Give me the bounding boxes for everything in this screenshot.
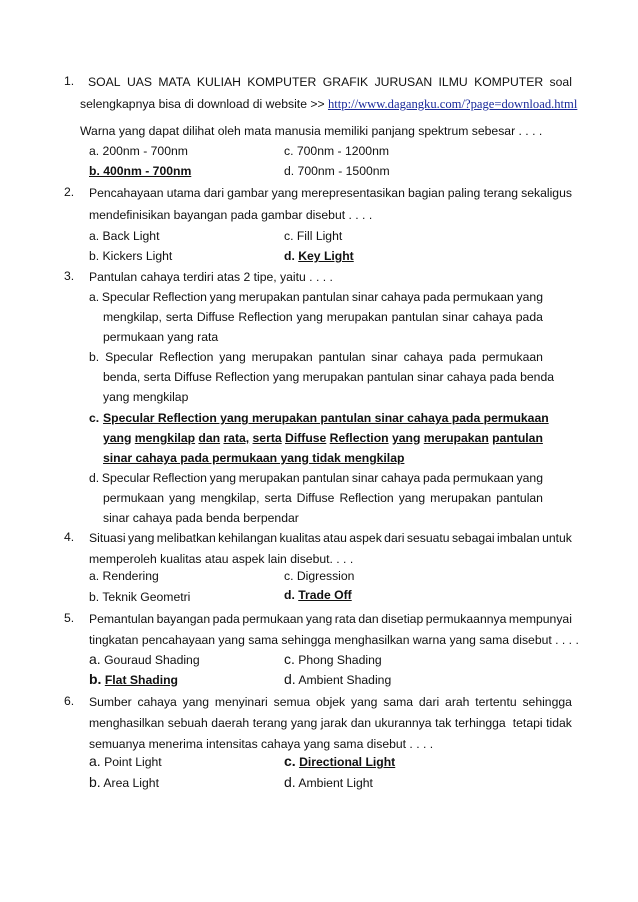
q3-option-d-line2 — [103, 490, 543, 506]
word: yang — [305, 612, 333, 626]
q4-option-a: a. Rendering — [89, 569, 159, 583]
q4-option-d-letter: d. — [284, 588, 299, 602]
word: pada — [515, 310, 543, 324]
word: Specular — [101, 290, 150, 304]
q6-option-d — [284, 774, 373, 791]
word: permukaannya — [425, 612, 507, 626]
word: yang — [209, 471, 237, 485]
q4-line1 — [89, 530, 572, 546]
word: merupakan — [251, 350, 313, 364]
q2-line1 — [89, 185, 572, 201]
q6-option-c-text: Directional Light — [299, 755, 396, 769]
word: cahaya — [472, 310, 512, 324]
word: pantulan — [496, 491, 543, 505]
q5-option-d — [284, 671, 391, 688]
q1-option-d: d. 700nm - 1500nm — [284, 164, 390, 178]
word: Specular — [101, 471, 150, 485]
q6-number: 6. — [64, 694, 75, 708]
word: cahaya — [403, 350, 443, 364]
word: mengkilap — [134, 431, 196, 445]
q3-option-d-line3: sinar cahaya pada benda berpendar — [103, 511, 299, 525]
word: pada — [423, 290, 451, 304]
q5-option-b-answer — [89, 671, 178, 688]
word: yang — [209, 290, 237, 304]
word: MATA — [158, 75, 191, 89]
word: Reflection — [152, 290, 207, 304]
q1-option-a: a. 200nm - 700nm — [89, 144, 188, 158]
q5-option-c — [284, 651, 382, 668]
q2-option-b: b. Kickers Light — [89, 249, 173, 263]
q2-option-d-letter: d. — [284, 249, 299, 263]
word: terhingga — [454, 716, 506, 730]
word: Pemantulan — [89, 612, 155, 626]
word: cahaya — [137, 695, 177, 709]
word: sekaligus — [521, 186, 572, 200]
word: dari — [384, 531, 405, 545]
word: a. — [89, 290, 100, 304]
word: Specular — [105, 350, 154, 364]
q3-option-b-line2: benda, serta Diffuse Reflection yang merupakan pantulan sinar cahaya pada benda — [103, 370, 555, 384]
q3-option-a-line1 — [89, 289, 543, 305]
q5-option-c-letter: c. — [284, 651, 295, 667]
word: serta — [165, 310, 193, 324]
q2-number: 2. — [64, 185, 75, 199]
word: pada — [212, 612, 240, 626]
word: dan — [198, 431, 221, 445]
word: permukaan — [481, 350, 543, 364]
word: merepresentasikan — [301, 186, 405, 200]
q6-option-a-text: Point Light — [100, 755, 162, 769]
q5-line2: tingkatan pencahayaan yang sama sehingga menghasilkan warna yang sama disebut . . . . — [89, 633, 579, 647]
q3-option-a-line2 — [103, 309, 543, 325]
word: yang — [271, 186, 299, 200]
word: bayangan — [156, 612, 211, 626]
word: serta — [252, 431, 282, 445]
q6-option-b — [89, 774, 159, 791]
q3-option-d-line1 — [89, 470, 543, 486]
q3-option-b-line3: yang mengkilap — [103, 390, 189, 404]
q5-option-b-text: Flat Shading — [104, 673, 178, 687]
q2-option-a: a. Back Light — [89, 229, 160, 243]
q6-option-d-text: Ambient Light — [295, 776, 373, 790]
word: SOAL — [88, 75, 121, 89]
q6-option-c-letter: c. — [284, 753, 296, 769]
word: mengkilap, — [200, 491, 260, 505]
word: sebagai — [451, 531, 495, 545]
download-link[interactable]: http://www.dagangku.com/?page=download.html — [327, 97, 578, 111]
q3-option-c-line3-answer: sinar cahaya pada permukaan yang tidak mengkilap — [103, 451, 405, 465]
word: Situasi — [89, 531, 126, 545]
q5-line1 — [89, 611, 572, 627]
word: semua — [273, 695, 311, 709]
word: dari — [418, 695, 440, 709]
word: sinar — [351, 471, 379, 485]
word: menghasilkan — [89, 716, 165, 730]
word: tak — [435, 716, 452, 730]
word: daerah — [211, 716, 250, 730]
word: tidak — [546, 716, 572, 730]
word: tetapi — [512, 716, 543, 730]
word: yang — [296, 310, 323, 324]
q1-option-b-answer: b. 400nm - 700nm — [89, 164, 192, 178]
word: d. — [89, 471, 100, 485]
q5-option-d-text: Ambient Shading — [295, 673, 392, 687]
q5-option-d-letter: d. — [284, 671, 296, 687]
word: Reflection — [152, 471, 207, 485]
word: Reflection — [159, 350, 214, 364]
word: merupakan — [423, 431, 489, 445]
q6-line2 — [89, 715, 572, 731]
word: b. — [89, 350, 100, 364]
q4-option-d-text: Trade Off — [298, 588, 352, 602]
word: pada — [423, 471, 451, 485]
q6-option-b-text: Area Light — [100, 776, 159, 790]
q1-number: 1. — [64, 74, 75, 88]
word: rata — [334, 612, 356, 626]
word: Reflection — [339, 491, 394, 505]
word: kehilangan — [218, 531, 278, 545]
word: rata, — [223, 431, 250, 445]
word: KULIAH — [196, 75, 241, 89]
q1-header — [88, 74, 572, 90]
q1-option-c: c. 700nm - 1200nm — [284, 144, 390, 158]
word: KOMPUTER — [247, 75, 317, 89]
q2-option-c: c. Fill Light — [284, 229, 343, 243]
q2-option-d-text: Key Light — [298, 249, 354, 263]
q1-line2 — [80, 96, 577, 112]
q3-option-c-line1-answer: Specular Reflection yang merupakan pantulan sinar cahaya pada permukaan — [103, 411, 549, 425]
word: sinar — [371, 350, 398, 364]
word: jarak — [320, 716, 348, 730]
q5-option-c-text: Phong Shading — [294, 653, 382, 667]
q2-option-d-answer — [284, 248, 354, 264]
word: mengkilap, — [103, 310, 162, 324]
word: ILMU — [438, 75, 468, 89]
word: Pencahayaan — [89, 186, 164, 200]
q3-option-a-line3: permukaan yang rata — [103, 330, 219, 344]
q5-option-a-text: Gouraud Shading — [100, 653, 200, 667]
word: mempunyai — [508, 612, 572, 626]
word: serta — [264, 491, 292, 505]
word: Reflection — [329, 431, 389, 445]
word: Diffuse — [296, 491, 335, 505]
word: yang — [127, 531, 155, 545]
q4-number: 4. — [64, 530, 75, 544]
word: yang — [516, 290, 543, 304]
word: arah — [445, 695, 470, 709]
word: imbalan — [497, 531, 540, 545]
word: yang — [391, 431, 421, 445]
word: dan — [350, 716, 372, 730]
word: terang — [252, 716, 288, 730]
word: merupakan — [326, 310, 388, 324]
word: pantulan — [318, 350, 366, 364]
word: untuk — [542, 531, 572, 545]
word: utama — [166, 186, 201, 200]
q5-option-a — [89, 651, 200, 668]
word: sesuatu — [406, 531, 450, 545]
word: JURUSAN — [374, 75, 433, 89]
word: dari — [203, 186, 225, 200]
word: merupakan — [430, 491, 492, 505]
q6-option-c-answer — [284, 753, 395, 770]
word: sebuah — [167, 716, 208, 730]
word: melibatkan — [156, 531, 216, 545]
q3-number: 3. — [64, 269, 75, 283]
word: menyinari — [214, 695, 268, 709]
q3-question: Pantulan cahaya terdiri atas 2 tipe, yaitu . . . . — [89, 270, 333, 284]
word: bagian — [408, 186, 445, 200]
q5-number: 5. — [64, 611, 75, 625]
word: aspek — [349, 531, 382, 545]
word: yang — [103, 431, 132, 445]
word: yang — [169, 491, 196, 505]
q6-option-a — [89, 753, 162, 770]
word: permukaan — [103, 491, 164, 505]
word: permukaan — [242, 612, 304, 626]
word: tertentu — [475, 695, 517, 709]
word: permukaan — [452, 290, 514, 304]
word: pantulan — [492, 431, 543, 445]
q6-option-d-letter: d. — [284, 774, 296, 790]
q3-option-b-line1 — [89, 349, 543, 365]
word: merupakan — [238, 471, 300, 485]
word: yang — [290, 716, 318, 730]
word: paling — [447, 186, 481, 200]
q6-option-b-letter: b. — [89, 774, 101, 790]
word: objek — [316, 695, 346, 709]
q5-option-b-letter: b. — [89, 671, 102, 687]
word: yang — [219, 350, 246, 364]
word: Diffuse — [285, 431, 327, 445]
word: GRAFIK — [322, 75, 369, 89]
word: pantulan — [302, 471, 350, 485]
q1-line2-text: selengkapnya bisa di download di website >> — [80, 97, 328, 111]
word: cahaya — [381, 290, 421, 304]
word: Reflection — [238, 310, 293, 324]
q5-option-a-letter: a. — [89, 651, 101, 667]
word: KOMPUTER — [474, 75, 544, 89]
q2-line2: mendefinisikan bayangan pada gambar disebut . . . . — [89, 208, 373, 222]
q6-line3: semuanya menerima intensitas cahaya yang sama disebut . . . . — [89, 737, 434, 751]
word: disetiap — [381, 612, 424, 626]
word: sama — [383, 695, 414, 709]
word: terang — [483, 186, 518, 200]
word: yang — [350, 695, 378, 709]
word: ukurannya — [374, 716, 432, 730]
word: atau — [323, 531, 347, 545]
q4-option-c: c. Digression — [284, 569, 355, 583]
word: yang — [516, 471, 543, 485]
q1-question: Warna yang dapat dilihat oleh mata manusia memiliki panjang spektrum sebesar . . . . — [80, 124, 543, 138]
q6-line1 — [89, 694, 572, 710]
word: gambar — [227, 186, 269, 200]
word: sinar — [351, 290, 379, 304]
q4-option-d-answer — [284, 587, 352, 603]
word: sinar — [442, 310, 469, 324]
word: yang — [398, 491, 426, 505]
q6-option-a-letter: a. — [89, 753, 101, 769]
q4-line2: memperoleh kualitas atau aspek lain disebut. . . . — [89, 552, 354, 566]
q4-option-b: b. Teknik Geometri — [89, 590, 191, 604]
word: UAS — [126, 75, 152, 89]
word: pantulan — [391, 310, 439, 324]
word: kualitas — [279, 531, 321, 545]
word: merupakan — [238, 290, 300, 304]
word: pada — [448, 350, 477, 364]
word: cahaya — [381, 471, 421, 485]
q3-option-c-line2-answer — [103, 430, 543, 446]
word: permukaan — [452, 471, 514, 485]
word: Diffuse — [196, 310, 235, 324]
q3-option-c-letter: c. — [89, 411, 100, 425]
word: dan — [358, 612, 379, 626]
word: pantulan — [302, 290, 350, 304]
word: sehingga — [522, 695, 572, 709]
word: yang — [182, 695, 210, 709]
word: Sumber — [89, 695, 132, 709]
word: soal — [549, 75, 572, 89]
